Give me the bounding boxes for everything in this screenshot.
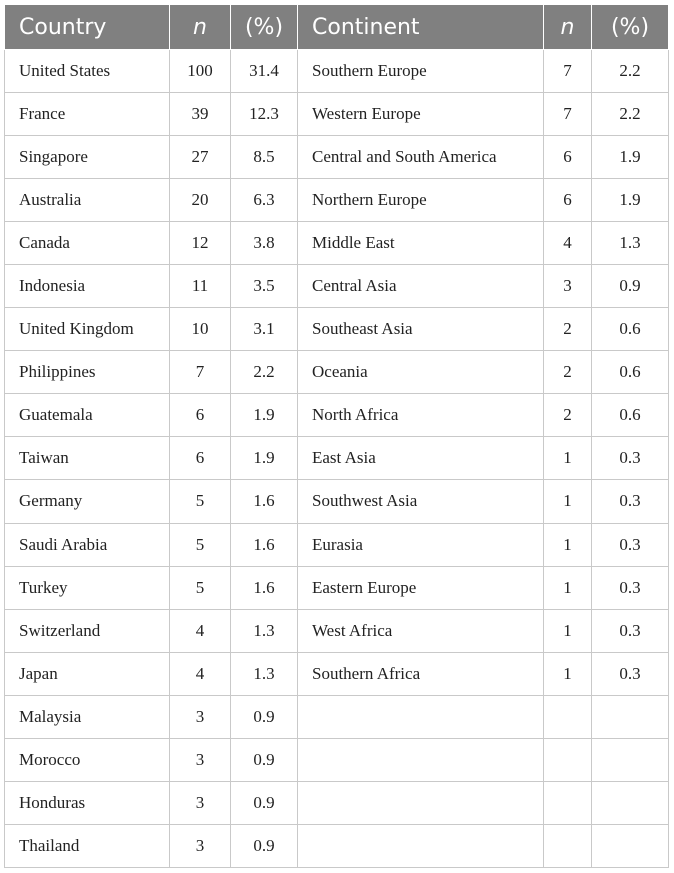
cell-n-continent: 7: [544, 93, 592, 136]
cell-n-continent: 1: [544, 566, 592, 609]
cell-continent: North Africa: [298, 394, 544, 437]
cell-continent: Northern Europe: [298, 179, 544, 222]
table-row: [5, 179, 669, 222]
cell-percent-continent: 1.9: [592, 136, 669, 179]
table-row: [5, 265, 669, 308]
cell-continent: Western Europe: [298, 93, 544, 136]
cell-percent-country: 0.9: [231, 695, 298, 738]
cell-country: Honduras: [5, 781, 170, 824]
cell-country: Singapore: [5, 136, 170, 179]
cell-percent-continent: 0.3: [592, 566, 669, 609]
header-percent-country: (%): [231, 5, 298, 50]
cell-percent-continent: 0.3: [592, 652, 669, 695]
cell-n-continent: 2: [544, 351, 592, 394]
cell-country: Germany: [5, 480, 170, 523]
cell-country: Guatemala: [5, 394, 170, 437]
cell-country: Morocco: [5, 738, 170, 781]
cell-continent: [298, 738, 544, 781]
cell-continent: West Africa: [298, 609, 544, 652]
cell-n-continent: 4: [544, 222, 592, 265]
table-row: [5, 50, 669, 93]
cell-n-country: 7: [170, 351, 231, 394]
cell-n-continent: [544, 738, 592, 781]
cell-continent: Southwest Asia: [298, 480, 544, 523]
cell-country: Australia: [5, 179, 170, 222]
table-row: [5, 738, 669, 781]
cell-n-country: 3: [170, 824, 231, 867]
cell-percent-continent: 2.2: [592, 93, 669, 136]
cell-continent: East Asia: [298, 437, 544, 480]
cell-percent-country: 3.8: [231, 222, 298, 265]
cell-percent-country: 8.5: [231, 136, 298, 179]
cell-n-country: 6: [170, 437, 231, 480]
cell-percent-continent: [592, 695, 669, 738]
table-row: [5, 351, 669, 394]
table-row: [5, 695, 669, 738]
cell-n-country: 5: [170, 523, 231, 566]
cell-country: France: [5, 93, 170, 136]
cell-percent-country: 3.5: [231, 265, 298, 308]
header-n-continent: n: [544, 5, 592, 50]
cell-percent-country: 1.6: [231, 566, 298, 609]
cell-n-continent: 6: [544, 179, 592, 222]
cell-n-country: 5: [170, 480, 231, 523]
table-row: [5, 136, 669, 179]
table-row: [5, 566, 669, 609]
cell-percent-continent: [592, 824, 669, 867]
cell-continent: Eurasia: [298, 523, 544, 566]
cell-country: Switzerland: [5, 609, 170, 652]
cell-n-country: 100: [170, 50, 231, 93]
cell-n-country: 3: [170, 695, 231, 738]
cell-n-continent: 3: [544, 265, 592, 308]
cell-n-continent: 6: [544, 136, 592, 179]
cell-continent: Central Asia: [298, 265, 544, 308]
cell-country: Taiwan: [5, 437, 170, 480]
cell-n-country: 6: [170, 394, 231, 437]
table-row: [5, 609, 669, 652]
cell-country: United Kingdom: [5, 308, 170, 351]
cell-country: Indonesia: [5, 265, 170, 308]
cell-percent-country: 1.6: [231, 523, 298, 566]
cell-percent-country: 1.9: [231, 394, 298, 437]
table-row: [5, 523, 669, 566]
cell-percent-continent: 0.3: [592, 437, 669, 480]
cell-continent: Oceania: [298, 351, 544, 394]
header-percent-continent: (%): [592, 5, 669, 50]
cell-n-continent: 7: [544, 50, 592, 93]
header-country: Country: [5, 5, 170, 50]
country-continent-table: [4, 4, 669, 868]
cell-country: Japan: [5, 652, 170, 695]
cell-continent: Eastern Europe: [298, 566, 544, 609]
cell-country: Saudi Arabia: [5, 523, 170, 566]
cell-n-continent: 1: [544, 523, 592, 566]
cell-n-continent: 1: [544, 437, 592, 480]
cell-continent: Southeast Asia: [298, 308, 544, 351]
cell-percent-continent: 1.3: [592, 222, 669, 265]
cell-percent-continent: [592, 781, 669, 824]
cell-n-continent: [544, 781, 592, 824]
table-row: [5, 480, 669, 523]
cell-n-continent: 1: [544, 609, 592, 652]
table-row: [5, 824, 669, 867]
cell-percent-country: 6.3: [231, 179, 298, 222]
cell-n-continent: [544, 695, 592, 738]
cell-n-continent: 1: [544, 652, 592, 695]
cell-n-country: 4: [170, 609, 231, 652]
cell-percent-country: 1.3: [231, 652, 298, 695]
cell-percent-continent: [592, 738, 669, 781]
cell-continent: Middle East: [298, 222, 544, 265]
cell-n-continent: 1: [544, 480, 592, 523]
cell-n-country: 12: [170, 222, 231, 265]
cell-percent-country: 1.9: [231, 437, 298, 480]
cell-continent: [298, 781, 544, 824]
cell-n-country: 5: [170, 566, 231, 609]
cell-n-country: 39: [170, 93, 231, 136]
cell-percent-continent: 0.3: [592, 609, 669, 652]
cell-country: Canada: [5, 222, 170, 265]
cell-n-country: 10: [170, 308, 231, 351]
cell-percent-continent: 0.9: [592, 265, 669, 308]
table-row: [5, 781, 669, 824]
cell-continent: Central and South America: [298, 136, 544, 179]
cell-n-country: 27: [170, 136, 231, 179]
header-row: [5, 5, 669, 50]
cell-continent: Southern Europe: [298, 50, 544, 93]
cell-percent-continent: 0.6: [592, 351, 669, 394]
table-row: [5, 437, 669, 480]
table-row: [5, 308, 669, 351]
cell-percent-country: 0.9: [231, 824, 298, 867]
cell-percent-country: 12.3: [231, 93, 298, 136]
cell-n-continent: [544, 824, 592, 867]
cell-n-country: 20: [170, 179, 231, 222]
cell-percent-country: 0.9: [231, 738, 298, 781]
cell-percent-continent: 0.6: [592, 394, 669, 437]
table-row: [5, 222, 669, 265]
cell-country: Malaysia: [5, 695, 170, 738]
cell-n-continent: 2: [544, 394, 592, 437]
cell-continent: [298, 824, 544, 867]
cell-n-country: 4: [170, 652, 231, 695]
cell-percent-country: 3.1: [231, 308, 298, 351]
cell-n-continent: 2: [544, 308, 592, 351]
cell-percent-continent: 0.3: [592, 523, 669, 566]
cell-percent-country: 0.9: [231, 781, 298, 824]
cell-n-country: 3: [170, 781, 231, 824]
table-row: [5, 93, 669, 136]
cell-percent-continent: 0.6: [592, 308, 669, 351]
cell-continent: Southern Africa: [298, 652, 544, 695]
cell-percent-continent: 0.3: [592, 480, 669, 523]
cell-percent-continent: 1.9: [592, 179, 669, 222]
cell-n-country: 11: [170, 265, 231, 308]
header-n-country: n: [170, 5, 231, 50]
cell-percent-country: 2.2: [231, 351, 298, 394]
cell-percent-continent: 2.2: [592, 50, 669, 93]
cell-n-country: 3: [170, 738, 231, 781]
cell-country: Turkey: [5, 566, 170, 609]
table-body: [5, 50, 669, 868]
table-row: [5, 652, 669, 695]
cell-percent-country: 1.3: [231, 609, 298, 652]
table-row: [5, 394, 669, 437]
cell-percent-country: 1.6: [231, 480, 298, 523]
cell-country: Philippines: [5, 351, 170, 394]
cell-country: Thailand: [5, 824, 170, 867]
cell-continent: [298, 695, 544, 738]
header-continent: Continent: [298, 5, 544, 50]
cell-percent-country: 31.4: [231, 50, 298, 93]
cell-country: United States: [5, 50, 170, 93]
